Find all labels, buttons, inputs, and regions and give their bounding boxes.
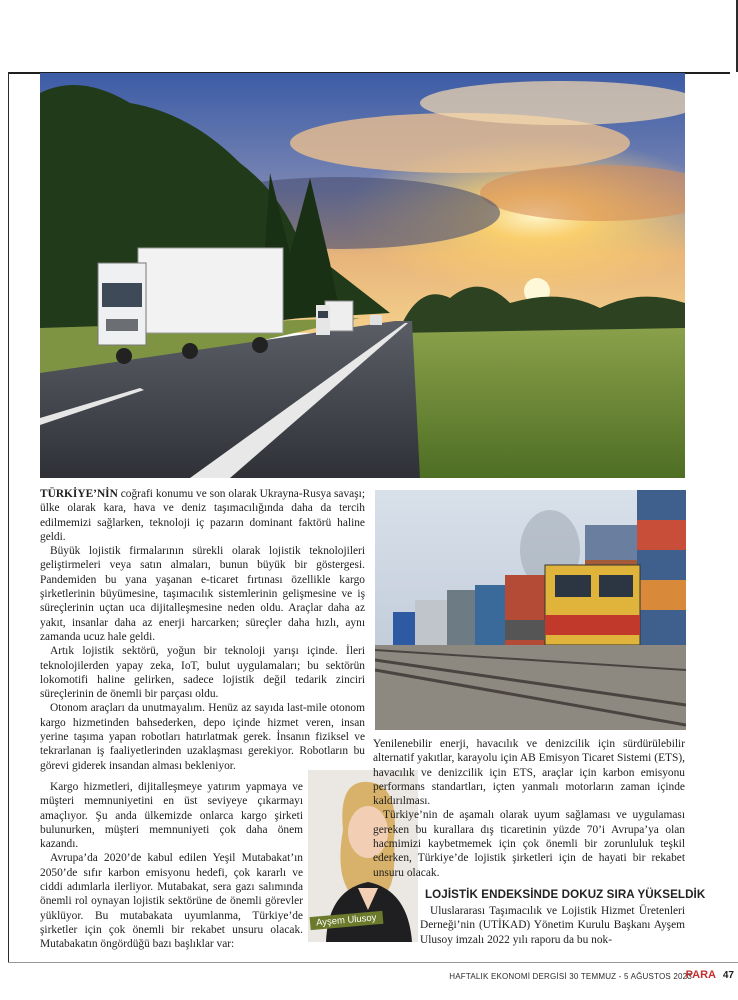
article-paragraph: Otonom araçları da unutmayalım. Henüz az sayıda last-mile otonom kargo hizmetinden bahsederken, depo içinde hizmet veren, insan yerine taşıma yapan robotları hatırlatmak gerek. İnsanın fiziksel ve tekrarlanan iş faaliyetlerinden uzaklaşması gerekiyor. Robotların bu görevi giderek insandan alması bekleniyor. bbox=[40, 702, 365, 772]
article-paragraph: Büyük lojistik firmalarının sürekli olarak lojistik teknolojileri geliştirmeleri veya satın almaları, bunun büyük bir göstergesi. Pandemiden bu yana yaşanan e-ticaret fırtınası özellikle kargo şirketlerinin büyümesine, taşımacılık sistemlerinin gelişmesine ve iş süreçlerinin uçtan uca dijitalleşmesine neden oldu. Araçlar daha az yakıt, insanlar daha az enerji harcarken; süreçler daha hızlı, aynı zamanda ucuz hale geldi. bbox=[40, 545, 365, 643]
article-paragraph: Kargo hizmetleri, dijitalleşmeye yatırım yapmaya ve müşteri memnuniyetini en üst seviyeye çıkarmayı amaçlıyor. Şu anda ülkemizde onlarca kargo şirketi bulunurken, müşteri memnuniyeti çok daha önem kazandı. bbox=[40, 781, 303, 851]
photo-freight-train bbox=[375, 490, 686, 730]
article-paragraph: Avrupa’da 2020’de kabul edilen Yeşil Mutabakat’ın 2050’de sıfır karbon emisyonu hedefi, çok kararlı ve ciddi adımlarla ilerliyor. Mutabakat, sera gazı salımında önemli rol oynayan lojistik sektörüne de önemli görevler yüklüyor. Bu mutabakata uyumlanma, Türkiye’de şirketler için çok önemli bir rekabet unsuru olacak. Mutabakatın öngördüğü bazı başlıklar var: bbox=[40, 852, 303, 951]
article-paragraph: Artık lojistik sektörü, yoğun bir teknoloji yarışı içinde. İleri teknolojilerden yapay zeka, IoT, bulut uygulamaları; bu sektörün lokomotifi haline gelirken, sadece lojistik değil tedarik zinciri süreçlerinin de önemli bir parçası oldu. bbox=[40, 645, 365, 701]
article-paragraph: Yenilenebilir enerji, havacılık ve denizcilik için sürdürülebilir alternatif yakıtlar, karayolu için AB Emisyon Ticaret Sistemi (ETS), havacılık ve denizcilik için ETS, araçlar için karbon emisyonu performans standartları, içten yanmalı motorların zaman içinde kaldırılması. bbox=[373, 738, 685, 808]
article-column-right-bottom bbox=[420, 904, 685, 947]
footer-brand: PARA bbox=[685, 969, 716, 981]
footer-rule bbox=[8, 962, 738, 963]
article-paragraph: Uluslararası Taşımacılık ve Lojistik Hizmet Üretenleri Derneği’nin (UTİKAD) Yönetim Kurulu Başkanı Ayşem Ulusoy imzalı 2022 yılı raporu da bu nok- bbox=[420, 905, 685, 946]
portrait-caption: Ayşem Ulusoy bbox=[310, 911, 383, 930]
article-column-right bbox=[373, 737, 685, 880]
article-lead-word: TÜRKİYE’NİN bbox=[40, 488, 118, 500]
article-column-left-bottom bbox=[40, 780, 303, 952]
article-subheading: LOJİSTİK ENDEKSİNDE DOKUZ SIRA YÜKSELDİK bbox=[425, 888, 706, 901]
footer-magazine-info: HAFTALIK EKONOMİ DERGİSİ 30 TEMMUZ - 5 AĞUSTOS 2023 bbox=[449, 972, 692, 981]
article-paragraph: Türkiye’nin de aşamalı olarak uyum sağlaması ve uygulaması gereken bu kurallara dış ticaretinin yüzde 70’i Avrupa’ya olan hacmimizi kaybetmemek için çok önemli bir zorunluluk teşkil ederken, Türkiye’de lojistik şirketleri için de hayati bir rekabet unsuru olacak. bbox=[373, 809, 685, 879]
hero-photo-trucks-road bbox=[40, 73, 685, 478]
article-paragraph bbox=[40, 487, 365, 544]
page-number: 47 bbox=[722, 970, 734, 981]
article-column-left-top bbox=[40, 487, 365, 773]
frame-left-rule bbox=[8, 72, 9, 962]
article-paragraph-text: coğrafi konumu ve son olarak Ukrayna-Rusya savaşı; ülke olarak kara, hava ve deniz taşımacılığında daha da tercih edilmemizi sağlarken, teknoloji iç pazarın dominant faktörü haline geldi. bbox=[40, 488, 365, 543]
